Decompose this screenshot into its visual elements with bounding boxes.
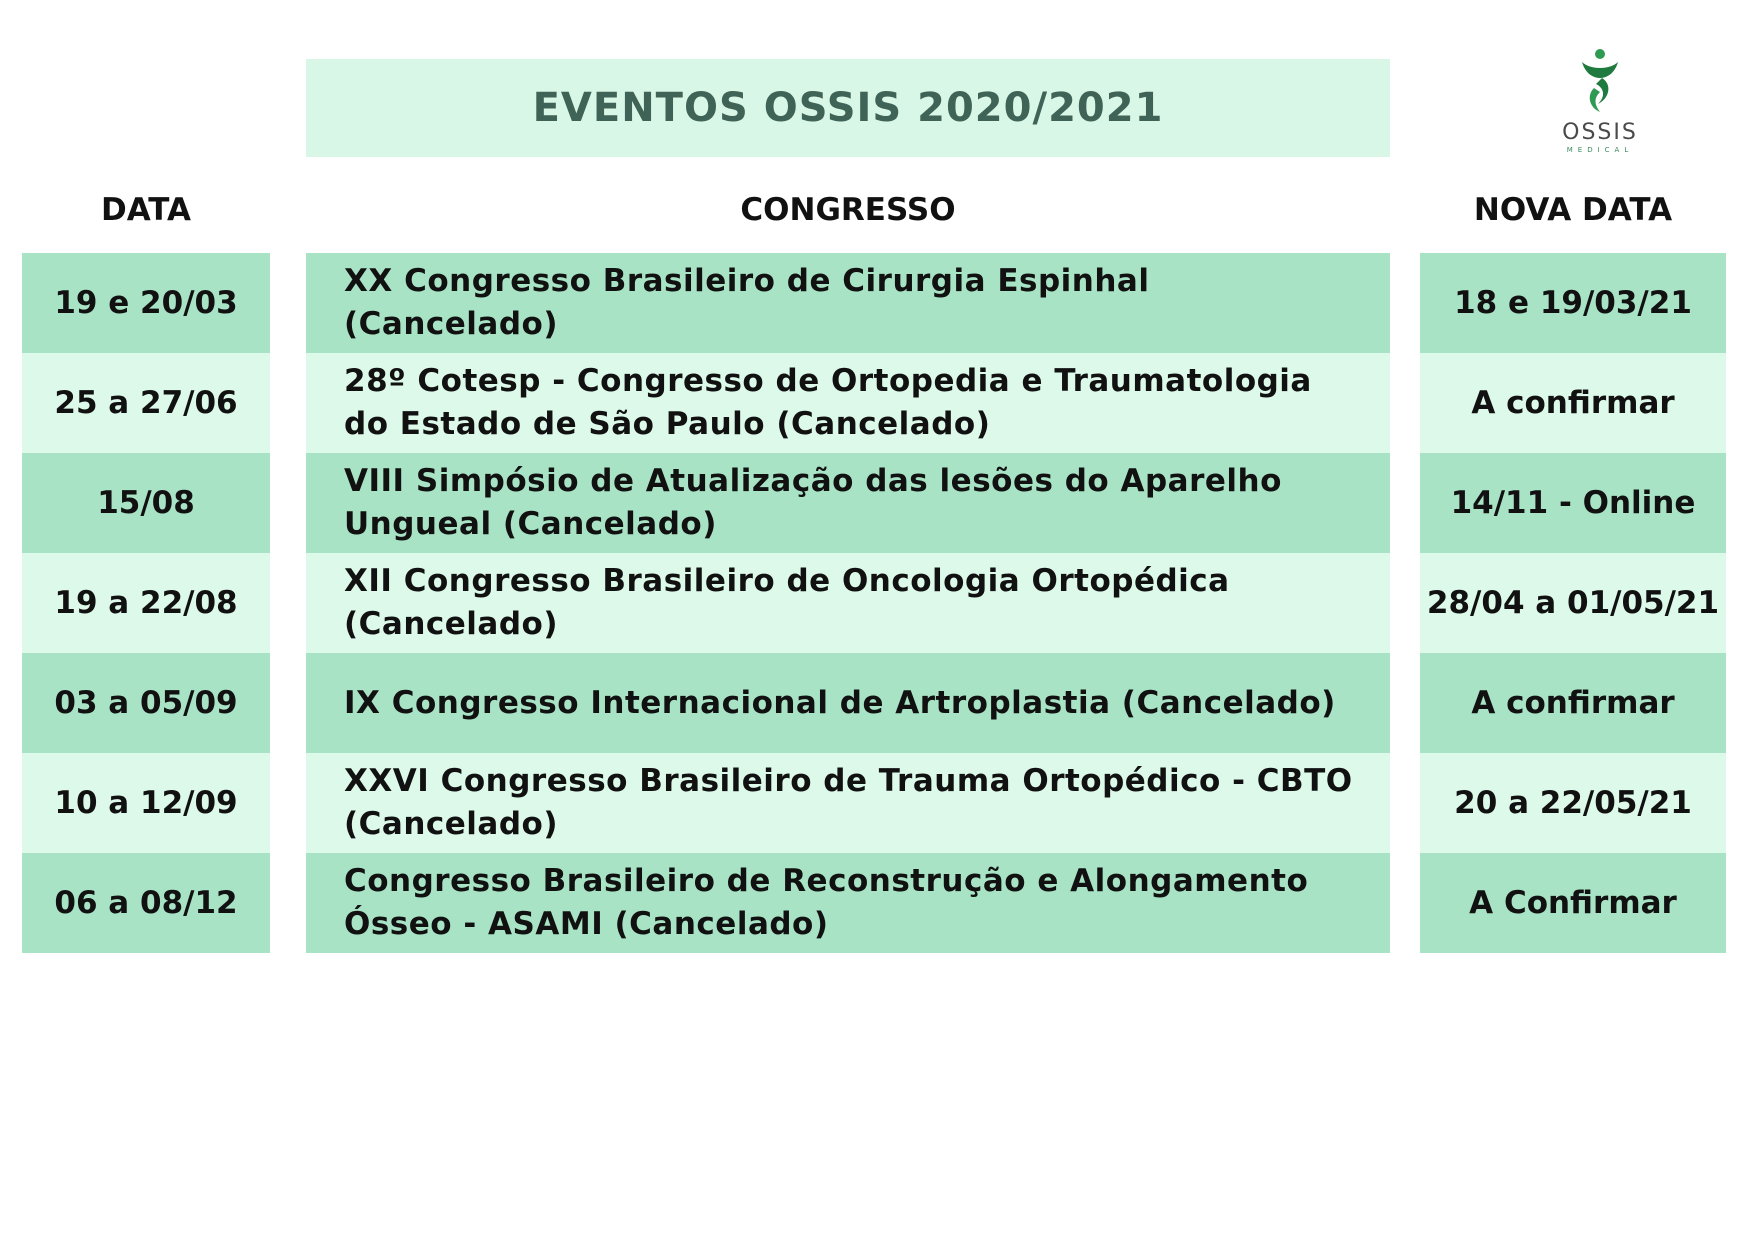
event-new-date: 14/11 - Online [1420,453,1726,553]
event-date: 03 a 05/09 [22,653,270,753]
table-row [0,753,1747,853]
event-date: 15/08 [22,453,270,553]
ossis-logo [1540,48,1660,158]
table-row [0,553,1747,653]
event-congress: XX Congresso Brasileiro de Cirurgia Espinhal (Cancelado) [306,253,1390,353]
table-row [0,853,1747,953]
event-congress: VIII Simpósio de Atualização das lesões do Aparelho Ungueal (Cancelado) [306,453,1390,553]
event-congress: Congresso Brasileiro de Reconstrução e Alongamento Ósseo - ASAMI (Cancelado) [306,853,1390,953]
event-new-date: A confirmar [1420,353,1726,453]
event-date: 25 a 27/06 [22,353,270,453]
event-new-date: A Confirmar [1420,853,1726,953]
event-new-date: 20 a 22/05/21 [1420,753,1726,853]
logo-subtitle: MEDICAL [1566,146,1634,154]
event-congress: XII Congresso Brasileiro de Oncologia Ortopédica (Cancelado) [306,553,1390,653]
event-date: 19 e 20/03 [22,253,270,353]
event-congress: 28º Cotesp - Congresso de Ortopedia e Traumatologia do Estado de São Paulo (Cancelado) [306,353,1390,453]
event-date: 19 a 22/08 [22,553,270,653]
column-header-date: DATA [100,192,192,228]
event-new-date: A confirmar [1420,653,1726,753]
event-new-date: 18 e 19/03/21 [1420,253,1726,353]
event-new-date: 28/04 a 01/05/21 [1420,553,1726,653]
event-congress: IX Congresso Internacional de Artroplastia (Cancelado) [306,653,1390,753]
table-row [0,353,1747,453]
table-row [0,653,1747,753]
event-date: 06 a 08/12 [22,853,270,953]
event-date: 10 a 12/09 [22,753,270,853]
title-banner [306,59,1390,157]
event-congress: XXVI Congresso Brasileiro de Trauma Ortopédico - CBTO (Cancelado) [306,753,1390,853]
logo-wordmark: OSSIS [1562,120,1638,145]
table-row [0,253,1747,353]
ossis-figure-icon [1576,48,1624,116]
column-header-congress: CONGRESSO [740,192,956,228]
column-header-new-date: NOVA DATA [1473,192,1673,228]
page-title: EVENTOS OSSIS 2020/2021 [532,85,1164,131]
table-row [0,453,1747,553]
